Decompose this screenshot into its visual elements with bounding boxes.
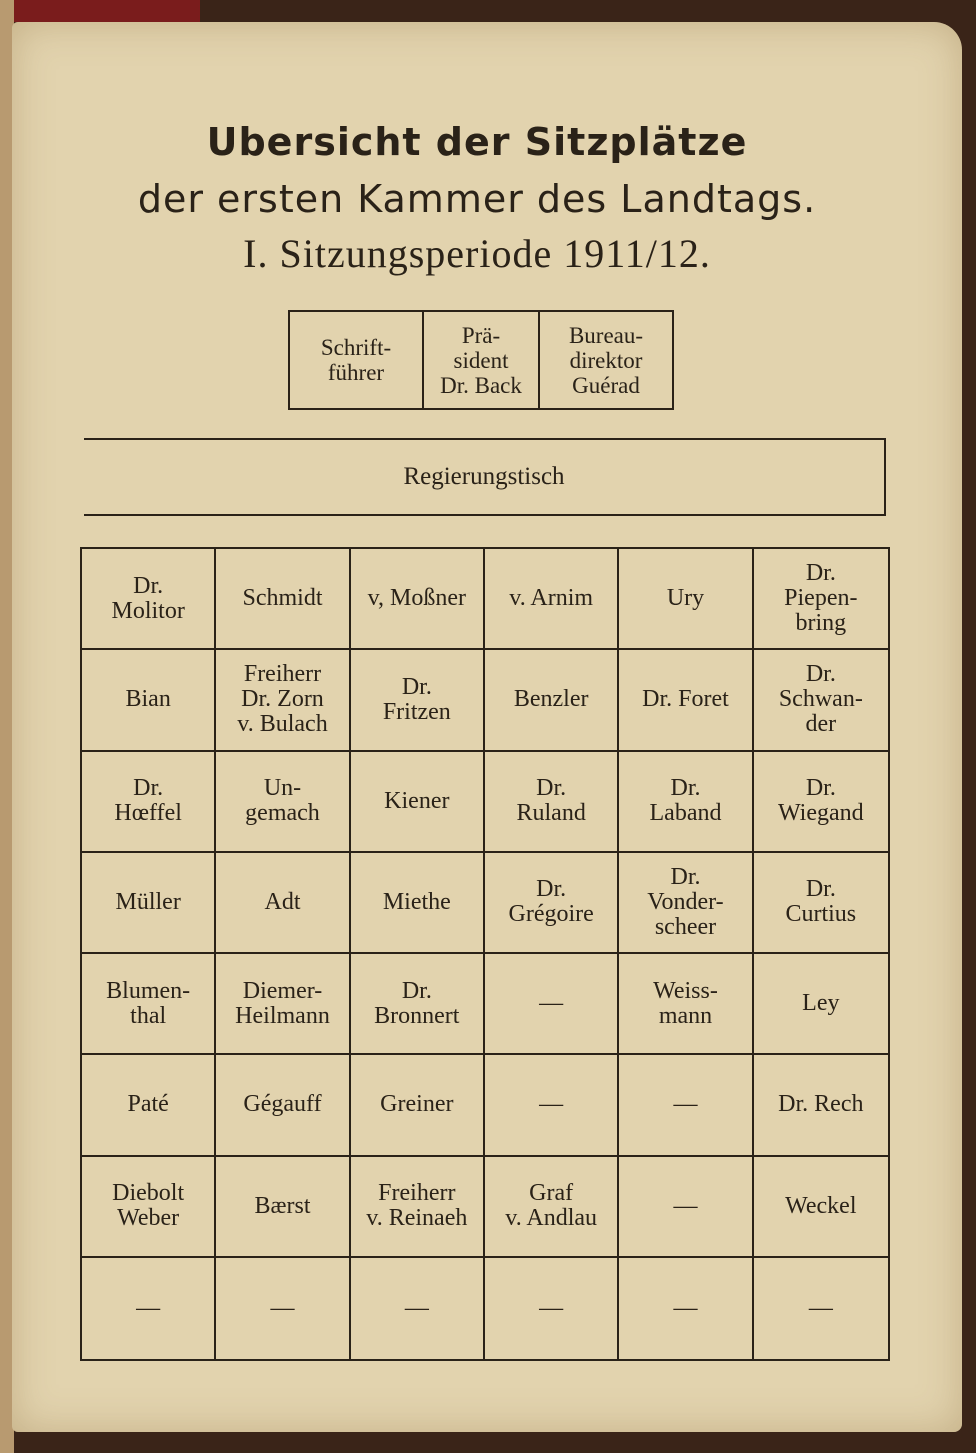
seat-cell: Bian <box>82 650 216 751</box>
seat-cell: Weckel <box>754 1157 888 1258</box>
seat-cell: — <box>485 954 619 1055</box>
seat-cell: Dr. Vonder- scheer <box>619 853 753 954</box>
seat-cell: Dr. Bronnert <box>351 954 485 1055</box>
seat-cell: — <box>351 1258 485 1359</box>
seat-cell: Dr. Schwan- der <box>754 650 888 751</box>
seating-grid <box>80 547 890 1361</box>
seat-cell: Dr. Curtius <box>754 853 888 954</box>
seat-cell: — <box>619 1258 753 1359</box>
seat-cell: Schmidt <box>216 549 350 650</box>
seat-cell: Bærst <box>216 1157 350 1258</box>
seat-cell: Blumen- thal <box>82 954 216 1055</box>
seat-cell: Weiss- mann <box>619 954 753 1055</box>
seat-cell: Dr. Piepen- bring <box>754 549 888 650</box>
title-line-1: Ubersicht der Sitzplätze <box>206 120 748 164</box>
government-table: Regierungstisch <box>84 438 886 516</box>
seat-cell: Miethe <box>351 853 485 954</box>
seat-cell: Dr. Rech <box>754 1055 888 1156</box>
seat-cell: — <box>619 1157 753 1258</box>
seat-cell: Kiener <box>351 752 485 853</box>
seat-cell: — <box>82 1258 216 1359</box>
seat-cell: — <box>485 1258 619 1359</box>
seat-cell: v, Moßner <box>351 549 485 650</box>
seat-cell: Ley <box>754 954 888 1055</box>
seat-cell: Freiherr Dr. Zorn v. Bulach <box>216 650 350 751</box>
seat-cell: Adt <box>216 853 350 954</box>
presidium-bureau-director: Bureau- direktor Guérad <box>538 312 672 408</box>
seat-cell: v. Arnim <box>485 549 619 650</box>
document-page <box>12 22 962 1432</box>
seat-cell: — <box>808 1294 833 1321</box>
title-line-2: der ersten Kammer des Landtags. <box>137 177 817 221</box>
seat-cell: Dr. Laband <box>619 752 753 853</box>
seat-cell: Graf v. Andlau <box>485 1157 619 1258</box>
title-line-3: I. Sitzungsperiode 1911/12. <box>243 231 711 276</box>
seat-cell: Dr. Wiegand <box>754 752 888 853</box>
presidium-president: Prä- sident Dr. Back <box>422 312 538 408</box>
seat-cell: Dr. Molitor <box>82 549 216 650</box>
cover-edge <box>0 0 200 22</box>
seat-cell: Diemer- Heilmann <box>216 954 350 1055</box>
seat-cell: Freiherr v. Reinaeh <box>351 1157 485 1258</box>
presidium-secretary: Schrift- führer <box>320 335 392 385</box>
seat-cell: Diebolt Weber <box>82 1157 216 1258</box>
seat-cell: Paté <box>82 1055 216 1156</box>
seat-cell: Benzler <box>485 650 619 751</box>
seat-cell: Un- gemach <box>216 752 350 853</box>
seat-cell: Dr. Grégoire <box>485 853 619 954</box>
seat-cell: Dr. Ruland <box>485 752 619 853</box>
seat-cell: — <box>216 1258 350 1359</box>
presidium-table <box>288 310 674 410</box>
seat-cell: Dr. Foret <box>619 650 753 751</box>
seat-cell: Greiner <box>351 1055 485 1156</box>
seat-cell: — <box>485 1055 619 1156</box>
seat-cell: Dr. Fritzen <box>351 650 485 751</box>
seat-cell: Gégauff <box>216 1055 350 1156</box>
seat-cell: Müller <box>82 853 216 954</box>
seat-cell: — <box>619 1055 753 1156</box>
seat-cell: Ury <box>619 549 753 650</box>
seat-cell: Dr. Hœffel <box>82 752 216 853</box>
